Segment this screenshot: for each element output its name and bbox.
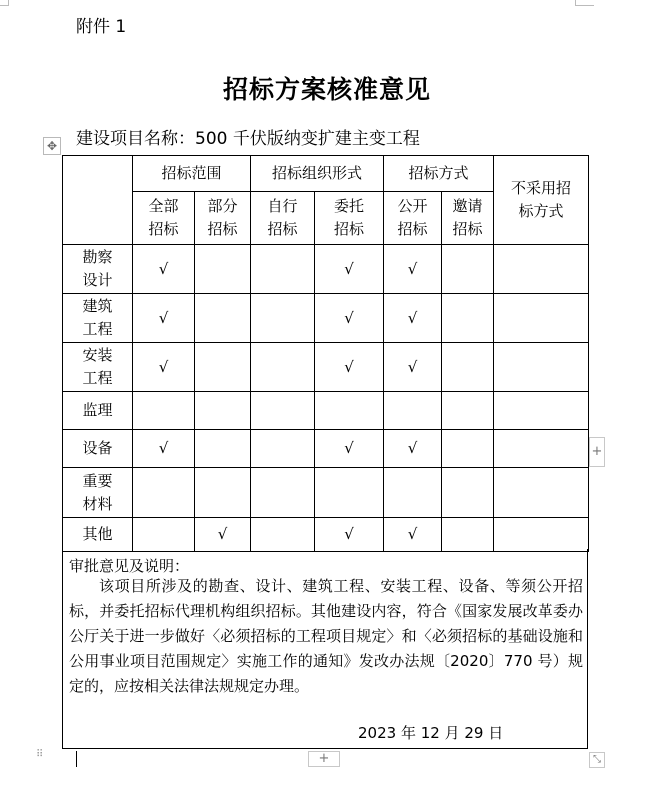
- empty-cell: [442, 518, 494, 552]
- row-label: [63, 468, 133, 518]
- drag-handle-icon[interactable]: ⠿: [36, 749, 45, 760]
- check-cell: [384, 430, 442, 468]
- empty-cell: [251, 343, 315, 392]
- check-mark: √: [407, 357, 418, 376]
- header-method: 招标方式: [384, 156, 494, 192]
- check-mark: √: [344, 357, 354, 376]
- check-mark: √: [344, 439, 354, 457]
- empty-cell: [494, 468, 589, 518]
- empty-cell: [195, 392, 251, 430]
- subheader-open-text: 公开招标: [397, 197, 428, 238]
- row-label: [63, 343, 133, 392]
- empty-cell: [315, 392, 384, 430]
- row-label-text: 其他: [82, 525, 113, 543]
- empty-cell: [494, 430, 589, 468]
- table-resize-icon[interactable]: ⤡: [589, 752, 605, 768]
- subheader-partial: [195, 192, 251, 245]
- check-cell: [384, 294, 442, 343]
- empty-cell: [315, 468, 384, 518]
- notes-body: 该项目所涉及的勘查、设计、建筑工程、安装工程、设备、等须公开招标，并委托招标代理机构组织招标。其他建设内容，符合《国家发展改革委办公厅关于进一步做好〈必须招标的工程项目规定〉和〈必须招标的基础设施和公用事业项目范围规定〉实施工作的通知》发改办法规〔2020〕770 号）规定的，应按相关法律法规规定办理。: [69, 577, 583, 695]
- subheader-entrusted: [315, 192, 384, 245]
- header-no-bidding: [494, 156, 589, 245]
- check-mark: √: [158, 357, 169, 376]
- check-mark: √: [407, 259, 418, 278]
- row-label-text: 监理: [82, 401, 113, 419]
- subheader-open: [384, 192, 442, 245]
- row-label: [63, 392, 133, 430]
- check-cell: [315, 294, 384, 343]
- check-cell: [133, 245, 195, 294]
- header-no-bidding-text: 不采用招标方式: [511, 179, 572, 220]
- empty-cell: [251, 518, 315, 552]
- empty-cell: [494, 343, 589, 392]
- empty-cell: [494, 392, 589, 430]
- approval-notes: [62, 549, 588, 749]
- subheader-invited-text: 邀请招标: [452, 197, 483, 238]
- header-scope: 招标范围: [133, 156, 251, 192]
- project-name: 建设项目名称：500 千伏版纳变扩建主变工程: [76, 129, 420, 149]
- page-corner-mark: [0, 0, 9, 6]
- check-cell: [315, 430, 384, 468]
- check-mark: √: [158, 259, 169, 278]
- subheader-invited: [442, 192, 494, 245]
- row-label-text: 重要材料: [82, 471, 113, 513]
- check-mark: √: [407, 525, 418, 543]
- check-cell: [384, 245, 442, 294]
- empty-cell: [133, 392, 195, 430]
- table-row: [63, 430, 589, 468]
- row-label: [63, 430, 133, 468]
- row-label: [63, 518, 133, 552]
- check-mark: √: [344, 259, 354, 278]
- attachment-label: 附件 1: [76, 17, 127, 37]
- empty-cell: [133, 518, 195, 552]
- subheader-self-text: 自行招标: [267, 197, 298, 238]
- check-cell: [384, 518, 442, 552]
- subheader-all-text: 全部招标: [148, 197, 179, 238]
- check-mark: √: [158, 308, 169, 327]
- page-title: 招标方案核准意见: [222, 75, 431, 104]
- row-label-text: 安装工程: [82, 346, 113, 387]
- table-row: [63, 518, 589, 552]
- row-label-text: 勘察设计: [82, 248, 113, 289]
- empty-cell: [195, 294, 251, 343]
- empty-cell: [195, 468, 251, 518]
- check-cell: [315, 343, 384, 392]
- subheader-entrusted-text: 委托招标: [334, 197, 365, 238]
- empty-cell: [251, 430, 315, 468]
- empty-cell: [251, 468, 315, 518]
- add-column-button[interactable]: +: [589, 437, 605, 467]
- page-corner-mark: [575, 0, 594, 6]
- check-mark: √: [407, 439, 418, 457]
- check-cell: [315, 245, 384, 294]
- check-cell: [133, 343, 195, 392]
- empty-cell: [251, 245, 315, 294]
- header-organization: 招标组织形式: [251, 156, 384, 192]
- row-label-text: 建筑工程: [82, 297, 113, 338]
- corner-cell: [63, 156, 133, 245]
- empty-cell: [195, 430, 251, 468]
- empty-cell: [442, 245, 494, 294]
- notes-date: 2023 年 12 月 29 日: [358, 724, 504, 742]
- subheader-all: [133, 192, 195, 245]
- add-row-button[interactable]: +: [308, 751, 340, 767]
- check-mark: √: [158, 439, 169, 457]
- table-row: [63, 392, 589, 430]
- empty-cell: [251, 294, 315, 343]
- table-row: [63, 468, 589, 518]
- empty-cell: [494, 294, 589, 343]
- empty-cell: [195, 245, 251, 294]
- empty-cell: [442, 468, 494, 518]
- empty-cell: [494, 518, 589, 552]
- check-cell: [195, 518, 251, 552]
- subheader-partial-text: 部分招标: [207, 197, 238, 238]
- check-cell: [315, 518, 384, 552]
- empty-cell: [442, 294, 494, 343]
- table-row: [63, 294, 589, 343]
- empty-cell: [442, 343, 494, 392]
- row-label: [63, 245, 133, 294]
- empty-cell: [384, 392, 442, 430]
- empty-cell: [442, 430, 494, 468]
- empty-cell: [494, 245, 589, 294]
- empty-cell: [133, 468, 195, 518]
- bidding-table: [62, 155, 589, 552]
- check-mark: √: [344, 308, 354, 327]
- check-cell: [133, 294, 195, 343]
- empty-cell: [195, 343, 251, 392]
- row-label-text: 设备: [82, 439, 113, 457]
- empty-cell: [251, 392, 315, 430]
- table-move-handle-icon[interactable]: ✥: [43, 137, 61, 155]
- empty-cell: [384, 468, 442, 518]
- table-row: [63, 343, 589, 392]
- notes-label: 审批意见及说明：: [69, 557, 190, 575]
- check-cell: [384, 343, 442, 392]
- text-cursor: [76, 751, 77, 767]
- empty-cell: [442, 392, 494, 430]
- table-row: [63, 245, 589, 294]
- check-mark: √: [344, 525, 354, 543]
- subheader-self: [251, 192, 315, 245]
- check-mark: √: [407, 308, 418, 327]
- check-mark: √: [217, 525, 228, 543]
- check-cell: [133, 430, 195, 468]
- row-label: [63, 294, 133, 343]
